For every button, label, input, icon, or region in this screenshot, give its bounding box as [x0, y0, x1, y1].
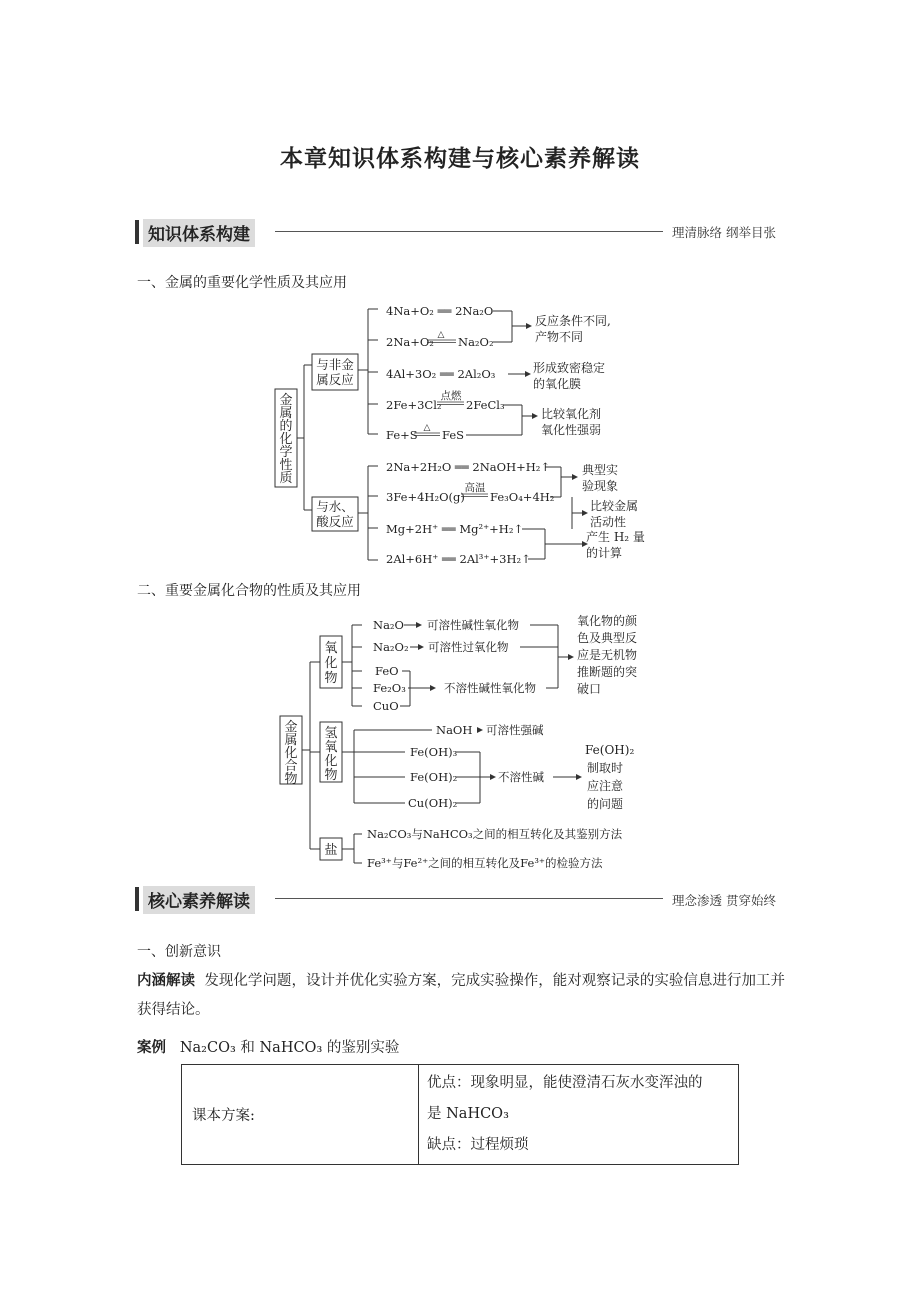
base-note: Fe(OH)₂ — [585, 743, 635, 757]
na2o2-description: 可溶性过氧化物 — [428, 640, 509, 654]
equation-na-h2o: 2Na+2H₂O ══ 2NaOH+H₂↑ — [386, 460, 551, 474]
hydroxide-char: 氢 — [324, 726, 338, 741]
hydroxide-char: 氧 — [324, 740, 338, 755]
equation-fe-h2o-right: Fe₃O₄+4H₂ — [490, 490, 555, 504]
compound-fe2o3: Fe₂O₃ — [373, 681, 406, 695]
cons-text: 缺点：过程烦琐 — [427, 1137, 529, 1153]
equation-4na-o2: 4Na+O₂ ══ 2Na₂O — [386, 304, 494, 318]
compound-na2o: Na₂O — [373, 618, 404, 632]
note-oxidant-strength: 比较氧化剂 — [541, 407, 602, 421]
oxide-note: 推断题的突 — [577, 665, 638, 679]
naoh-description: 可溶性强碱 — [486, 723, 544, 737]
section-subtitle-knowledge: 理清脉络 纲举目张 — [672, 225, 776, 240]
oxide-note: 色及典型反 — [577, 631, 638, 645]
subheading-metal-properties: 一、金属的重要化学性质及其应用 — [137, 275, 347, 291]
note-conditions: 反应条件不同, — [535, 314, 611, 328]
root-char: 性 — [279, 458, 293, 473]
compound-feoh3: Fe(OH)₃ — [410, 745, 458, 759]
note-typical-phenomena: 典型实 — [582, 463, 619, 477]
pros-text: 优点：现象明显，能使澄清石灰水变浑浊的 — [427, 1075, 703, 1091]
equation-fe-cl2-left: 2Fe+3Cl₂ — [386, 398, 442, 412]
equation-2na-o2-left: 2Na+O₂ — [386, 335, 434, 349]
hydroxide-char: 物 — [324, 768, 338, 783]
base-note: 制取时 — [587, 761, 624, 775]
compound-feo: FeO — [375, 664, 399, 678]
case-label: 案例 — [137, 1040, 166, 1056]
salt-label: 盐 — [324, 843, 338, 858]
branch-water-acid-label: 与水、 — [316, 499, 354, 514]
root-compound-char: 物 — [284, 772, 298, 787]
note-metal-activity: 活动性 — [590, 515, 627, 529]
equation-2na-o2-right: Na₂O₂ — [458, 335, 494, 349]
table-cell-evaluation — [419, 1065, 739, 1165]
root-compound-char: 金 — [284, 720, 298, 735]
equation-mg-h: Mg+2H⁺ ══ Mg²⁺+H₂↑ — [386, 522, 524, 536]
root-char: 属 — [279, 406, 293, 421]
compound-cuo: CuO — [373, 699, 399, 713]
page-title: 本章知识体系构建与核心素养解读 — [280, 146, 640, 172]
root-char: 金 — [279, 393, 293, 408]
condition-heat: △ — [423, 423, 431, 433]
section-divider — [275, 898, 663, 899]
case-text: Na₂CO₃ 和 NaHCO₃ 的鉴别实验 — [179, 1040, 400, 1056]
root-char: 学 — [279, 445, 293, 460]
root-char: 质 — [279, 471, 293, 486]
pros-text-cont: 是 NaHCO₃ — [427, 1106, 509, 1122]
table-row — [182, 1065, 739, 1165]
base-note: 的问题 — [587, 797, 624, 811]
compound-naoh: NaOH — [436, 723, 473, 737]
note-oxide-film: 的氧化膜 — [533, 377, 582, 391]
na2o-description: 可溶性碱性氧化物 — [427, 618, 519, 632]
section-label-knowledge: 知识体系构建 — [143, 219, 255, 247]
oxide-note: 破口 — [577, 682, 602, 696]
note-h2-calc: 的计算 — [586, 546, 623, 560]
salt-na2co3-nahco3: Na₂CO₃与NaHCO₃之间的相互转化及其鉴别方法 — [367, 827, 623, 841]
root-compound-char: 化 — [284, 746, 298, 761]
intro-label: 内涵解读 — [137, 973, 196, 989]
equation-al-o2: 4Al+3O₂ ══ 2Al₂O₃ — [386, 367, 496, 381]
note-conditions: 产物不同 — [535, 330, 584, 344]
oxide-char: 物 — [324, 671, 338, 686]
section-bar — [135, 887, 139, 911]
insoluble-oxide-label: 不溶性碱性氧化物 — [444, 681, 536, 695]
base-note: 应注意 — [587, 779, 624, 793]
condition-heat: △ — [437, 330, 445, 340]
intro-paragraph — [137, 967, 785, 1025]
root-compound-char: 属 — [284, 733, 298, 748]
note-oxidant-strength: 氧化性强弱 — [541, 423, 602, 437]
oxide-note: 氧化物的颜 — [577, 614, 638, 628]
equation-fe-s-right: FeS — [442, 428, 465, 442]
intro-text: 发现化学问题，设计并优化实验方案，完成实验操作，能对观察记录的实验信息进行加工并获得结论。 — [137, 973, 786, 1018]
section-subtitle-core-literacy: 理念渗透 贯穿始终 — [672, 893, 776, 908]
branch-nonmetal-label: 与非金 — [316, 357, 354, 372]
root-char: 的 — [279, 419, 293, 434]
condition-high-temp: 高温 — [464, 482, 486, 494]
root-compound-char: 合 — [284, 759, 298, 774]
equation-al-h: 2Al+6H⁺ ══ 2Al³⁺+3H₂↑ — [386, 552, 531, 566]
equation-fe-cl2-right: 2FeCl₃ — [466, 398, 505, 412]
note-metal-activity: 比较金属 — [590, 499, 639, 513]
table-cell-scheme: 课本方案: — [182, 1065, 419, 1165]
equation-fe-s-left: Fe+S — [386, 428, 418, 442]
oxide-note: 应是无机物 — [577, 648, 638, 662]
subheading-innovation: 一、创新意识 — [137, 944, 221, 960]
salt-fe3-fe2: Fe³⁺与Fe²⁺之间的相互转化及Fe³⁺的检验方法 — [367, 856, 603, 870]
hydroxide-char: 化 — [324, 754, 338, 769]
note-typical-phenomena: 验现象 — [582, 479, 619, 493]
compound-na2o2: Na₂O₂ — [373, 640, 409, 654]
section-label-core-literacy: 核心素养解读 — [143, 886, 255, 914]
note-h2-calc: 产生 H₂ 量 — [586, 530, 645, 544]
compound-cuoh2: Cu(OH)₂ — [408, 796, 458, 810]
compound-feoh2: Fe(OH)₂ — [410, 770, 458, 784]
case-line — [137, 1036, 399, 1057]
branch-nonmetal-label: 属反应 — [316, 372, 354, 387]
insoluble-base-label: 不溶性碱 — [498, 770, 544, 784]
condition-ignite: 点燃 — [440, 390, 462, 402]
note-oxide-film: 形成致密稳定 — [533, 361, 606, 375]
oxide-char: 氧 — [324, 641, 338, 656]
oxide-char: 化 — [324, 656, 338, 671]
comparison-table — [181, 1064, 739, 1165]
subheading-metal-compounds: 二、重要金属化合物的性质及其应用 — [137, 583, 361, 599]
equation-fe-h2o-left: 3Fe+4H₂O(g) — [386, 490, 465, 504]
root-char: 化 — [279, 432, 293, 447]
branch-water-acid-label: 酸反应 — [316, 514, 354, 529]
